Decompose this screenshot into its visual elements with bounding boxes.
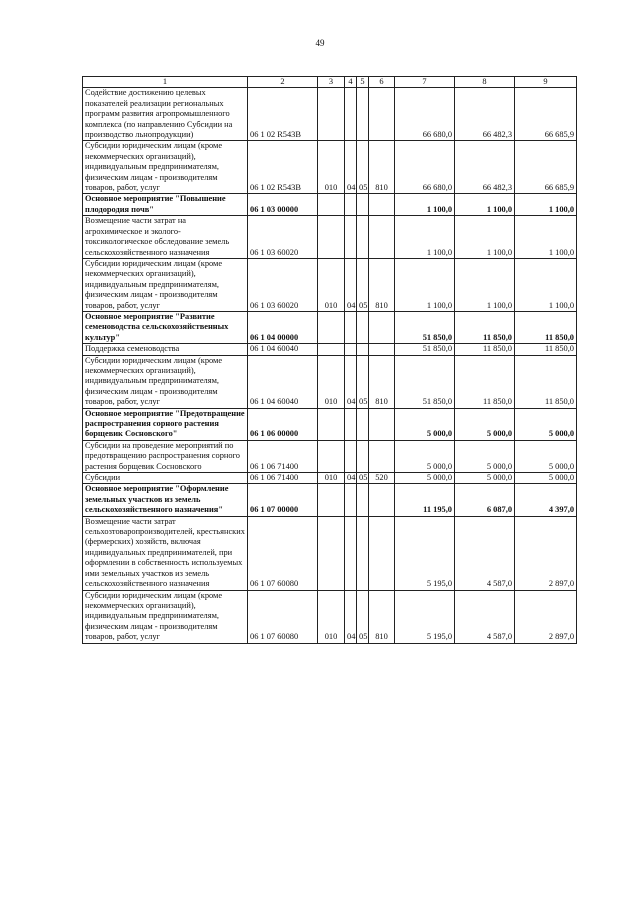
row-name: Возмещение части затрат сельхозтоваропроизводителей, крестьянских (фермерских) хозяйств, включая индивидуальных предпринимателей, при оформлении в собственность используемых ими земельных участков из земель сельскохозяйственного назначения bbox=[83, 516, 248, 590]
row-col6: 810 bbox=[369, 590, 395, 643]
row-name: Субсидии юридическим лицам (кроме некоммерческих организаций), индивидуальным предпринимателям, физическим лицам - производителям товаров, работ, услуг bbox=[83, 141, 248, 194]
row-col5 bbox=[357, 216, 369, 259]
row-name: Основное мероприятие "Повышение плодородия почв" bbox=[83, 194, 248, 216]
row-name: Субсидии юридическим лицам (кроме некоммерческих организаций), индивидуальным предпринимателям, физическим лицам - производителям товаров, работ, услуг bbox=[83, 590, 248, 643]
row-col5: 05 bbox=[357, 355, 369, 408]
row-col3: 010 bbox=[318, 355, 345, 408]
row-col3: 010 bbox=[318, 590, 345, 643]
row-col6 bbox=[369, 408, 395, 440]
row-code: 06 1 03 60020 bbox=[248, 216, 318, 259]
row-col5 bbox=[357, 194, 369, 216]
table-row bbox=[83, 440, 577, 472]
header-cell: 6 bbox=[369, 77, 395, 88]
row-value-3: 5 000,0 bbox=[515, 408, 577, 440]
table-row bbox=[83, 141, 577, 194]
row-value-2: 11 850,0 bbox=[455, 355, 515, 408]
table-row bbox=[83, 216, 577, 259]
row-col4 bbox=[345, 516, 357, 590]
table-row bbox=[83, 258, 577, 311]
header-row bbox=[83, 77, 577, 88]
row-col4: 04 bbox=[345, 473, 357, 484]
row-name: Возмещение части затрат на агрохимическое и эколого-токсикологическое обследование земель сельскохозяйственного назначения bbox=[83, 216, 248, 259]
row-col4: 04 bbox=[345, 258, 357, 311]
header-cell: 2 bbox=[248, 77, 318, 88]
row-value-2: 11 850,0 bbox=[455, 311, 515, 343]
row-value-2: 1 100,0 bbox=[455, 216, 515, 259]
row-value-2: 1 100,0 bbox=[455, 194, 515, 216]
row-value-2: 4 587,0 bbox=[455, 590, 515, 643]
row-value-3: 1 100,0 bbox=[515, 216, 577, 259]
row-value-3: 1 100,0 bbox=[515, 258, 577, 311]
header-cell: 1 bbox=[83, 77, 248, 88]
row-value-2: 66 482,3 bbox=[455, 141, 515, 194]
row-value-1: 5 000,0 bbox=[395, 408, 455, 440]
row-value-3: 11 850,0 bbox=[515, 311, 577, 343]
row-col4 bbox=[345, 88, 357, 141]
row-col4 bbox=[345, 344, 357, 355]
row-code: 06 1 06 00000 bbox=[248, 408, 318, 440]
row-code: 06 1 04 60040 bbox=[248, 344, 318, 355]
row-value-3: 4 397,0 bbox=[515, 484, 577, 516]
row-value-2: 5 000,0 bbox=[455, 408, 515, 440]
row-code: 06 1 02 R543B bbox=[248, 88, 318, 141]
row-col4: 04 bbox=[345, 355, 357, 408]
row-code: 06 1 06 71400 bbox=[248, 440, 318, 472]
row-col5 bbox=[357, 440, 369, 472]
row-code: 06 1 07 60080 bbox=[248, 590, 318, 643]
row-col5: 05 bbox=[357, 590, 369, 643]
row-value-2: 5 000,0 bbox=[455, 440, 515, 472]
row-col3 bbox=[318, 484, 345, 516]
row-value-3: 66 685,9 bbox=[515, 88, 577, 141]
row-name: Основное мероприятие "Оформление земельных участков из земель сельскохозяйственного назначения" bbox=[83, 484, 248, 516]
row-col5 bbox=[357, 88, 369, 141]
row-col4 bbox=[345, 194, 357, 216]
header-cell: 5 bbox=[357, 77, 369, 88]
table-row bbox=[83, 516, 577, 590]
table-row bbox=[83, 311, 577, 343]
row-col5 bbox=[357, 484, 369, 516]
row-col3 bbox=[318, 311, 345, 343]
row-col6 bbox=[369, 344, 395, 355]
row-value-2: 1 100,0 bbox=[455, 258, 515, 311]
row-name: Субсидии юридическим лицам (кроме некоммерческих организаций), индивидуальным предпринимателям, физическим лицам - производителям товаров, работ, услуг bbox=[83, 258, 248, 311]
row-col6: 810 bbox=[369, 355, 395, 408]
row-col5 bbox=[357, 311, 369, 343]
table-row bbox=[83, 88, 577, 141]
row-value-2: 5 000,0 bbox=[455, 473, 515, 484]
row-col3 bbox=[318, 344, 345, 355]
table-row bbox=[83, 590, 577, 643]
header-cell: 7 bbox=[395, 77, 455, 88]
row-value-3: 2 897,0 bbox=[515, 516, 577, 590]
row-col4 bbox=[345, 408, 357, 440]
row-col3 bbox=[318, 194, 345, 216]
row-name: Основное мероприятие "Предотвращение распространения сорного растения борщевик Сосновского" bbox=[83, 408, 248, 440]
row-value-1: 5 195,0 bbox=[395, 516, 455, 590]
row-col6 bbox=[369, 484, 395, 516]
row-name: Субсидии на проведение мероприятий по предотвращению распространения сорного растения борщевик Сосновского bbox=[83, 440, 248, 472]
table-row bbox=[83, 344, 577, 355]
header-cell: 4 bbox=[345, 77, 357, 88]
row-code: 06 1 04 60040 bbox=[248, 355, 318, 408]
row-code: 06 1 02 R543B bbox=[248, 141, 318, 194]
row-col5 bbox=[357, 408, 369, 440]
row-col6 bbox=[369, 194, 395, 216]
row-col3: 010 bbox=[318, 258, 345, 311]
row-value-1: 1 100,0 bbox=[395, 216, 455, 259]
row-name: Субсидии bbox=[83, 473, 248, 484]
row-col3 bbox=[318, 440, 345, 472]
row-col5: 05 bbox=[357, 258, 369, 311]
row-value-1: 51 850,0 bbox=[395, 355, 455, 408]
row-value-3: 1 100,0 bbox=[515, 194, 577, 216]
row-col6: 810 bbox=[369, 141, 395, 194]
row-value-3: 66 685,9 bbox=[515, 141, 577, 194]
row-col5 bbox=[357, 344, 369, 355]
budget-table bbox=[82, 76, 577, 644]
row-value-1: 66 680,0 bbox=[395, 141, 455, 194]
table-row bbox=[83, 408, 577, 440]
row-value-1: 51 850,0 bbox=[395, 311, 455, 343]
row-value-3: 5 000,0 bbox=[515, 440, 577, 472]
row-col3 bbox=[318, 516, 345, 590]
row-col6 bbox=[369, 440, 395, 472]
row-col3 bbox=[318, 408, 345, 440]
row-col3 bbox=[318, 216, 345, 259]
row-col4: 04 bbox=[345, 590, 357, 643]
row-col4 bbox=[345, 311, 357, 343]
row-col4 bbox=[345, 216, 357, 259]
row-value-3: 2 897,0 bbox=[515, 590, 577, 643]
table-row bbox=[83, 484, 577, 516]
row-name: Поддержка семеноводства bbox=[83, 344, 248, 355]
row-value-1: 5 000,0 bbox=[395, 440, 455, 472]
row-value-2: 66 482,3 bbox=[455, 88, 515, 141]
row-col5: 05 bbox=[357, 473, 369, 484]
row-value-1: 51 850,0 bbox=[395, 344, 455, 355]
row-value-3: 11 850,0 bbox=[515, 344, 577, 355]
table-body bbox=[83, 77, 577, 644]
row-name: Содействие достижению целевых показателей реализации региональных программ развития агропромышленного комплекса (по направлению Субсидии на производство льнопродукции) bbox=[83, 88, 248, 141]
row-code: 06 1 06 71400 bbox=[248, 473, 318, 484]
row-value-3: 5 000,0 bbox=[515, 473, 577, 484]
row-value-2: 4 587,0 bbox=[455, 516, 515, 590]
row-col6 bbox=[369, 516, 395, 590]
row-name: Основное мероприятие "Развитие семеноводства сельскохозяйственных культур" bbox=[83, 311, 248, 343]
row-col6 bbox=[369, 311, 395, 343]
table-row bbox=[83, 355, 577, 408]
header-cell: 3 bbox=[318, 77, 345, 88]
row-value-1: 5 000,0 bbox=[395, 473, 455, 484]
header-cell: 8 bbox=[455, 77, 515, 88]
row-value-1: 11 195,0 bbox=[395, 484, 455, 516]
row-col6: 520 bbox=[369, 473, 395, 484]
row-col3: 010 bbox=[318, 473, 345, 484]
row-code: 06 1 03 00000 bbox=[248, 194, 318, 216]
row-col4: 04 bbox=[345, 141, 357, 194]
table-row bbox=[83, 473, 577, 484]
row-name: Субсидии юридическим лицам (кроме некоммерческих организаций), индивидуальным предпринимателям, физическим лицам - производителям товаров, работ, услуг bbox=[83, 355, 248, 408]
page-number: 49 bbox=[315, 38, 325, 48]
row-value-1: 66 680,0 bbox=[395, 88, 455, 141]
row-col4 bbox=[345, 440, 357, 472]
row-value-2: 11 850,0 bbox=[455, 344, 515, 355]
row-col4 bbox=[345, 484, 357, 516]
row-col6 bbox=[369, 216, 395, 259]
row-col3: 010 bbox=[318, 141, 345, 194]
row-col3 bbox=[318, 88, 345, 141]
row-code: 06 1 04 00000 bbox=[248, 311, 318, 343]
row-col6 bbox=[369, 88, 395, 141]
table-row bbox=[83, 194, 577, 216]
row-col6: 810 bbox=[369, 258, 395, 311]
row-value-1: 1 100,0 bbox=[395, 194, 455, 216]
row-value-1: 5 195,0 bbox=[395, 590, 455, 643]
row-code: 06 1 03 60020 bbox=[248, 258, 318, 311]
row-value-2: 6 087,0 bbox=[455, 484, 515, 516]
row-col5 bbox=[357, 516, 369, 590]
row-code: 06 1 07 00000 bbox=[248, 484, 318, 516]
header-cell: 9 bbox=[515, 77, 577, 88]
row-col5: 05 bbox=[357, 141, 369, 194]
row-value-1: 1 100,0 bbox=[395, 258, 455, 311]
row-value-3: 11 850,0 bbox=[515, 355, 577, 408]
row-code: 06 1 07 60080 bbox=[248, 516, 318, 590]
